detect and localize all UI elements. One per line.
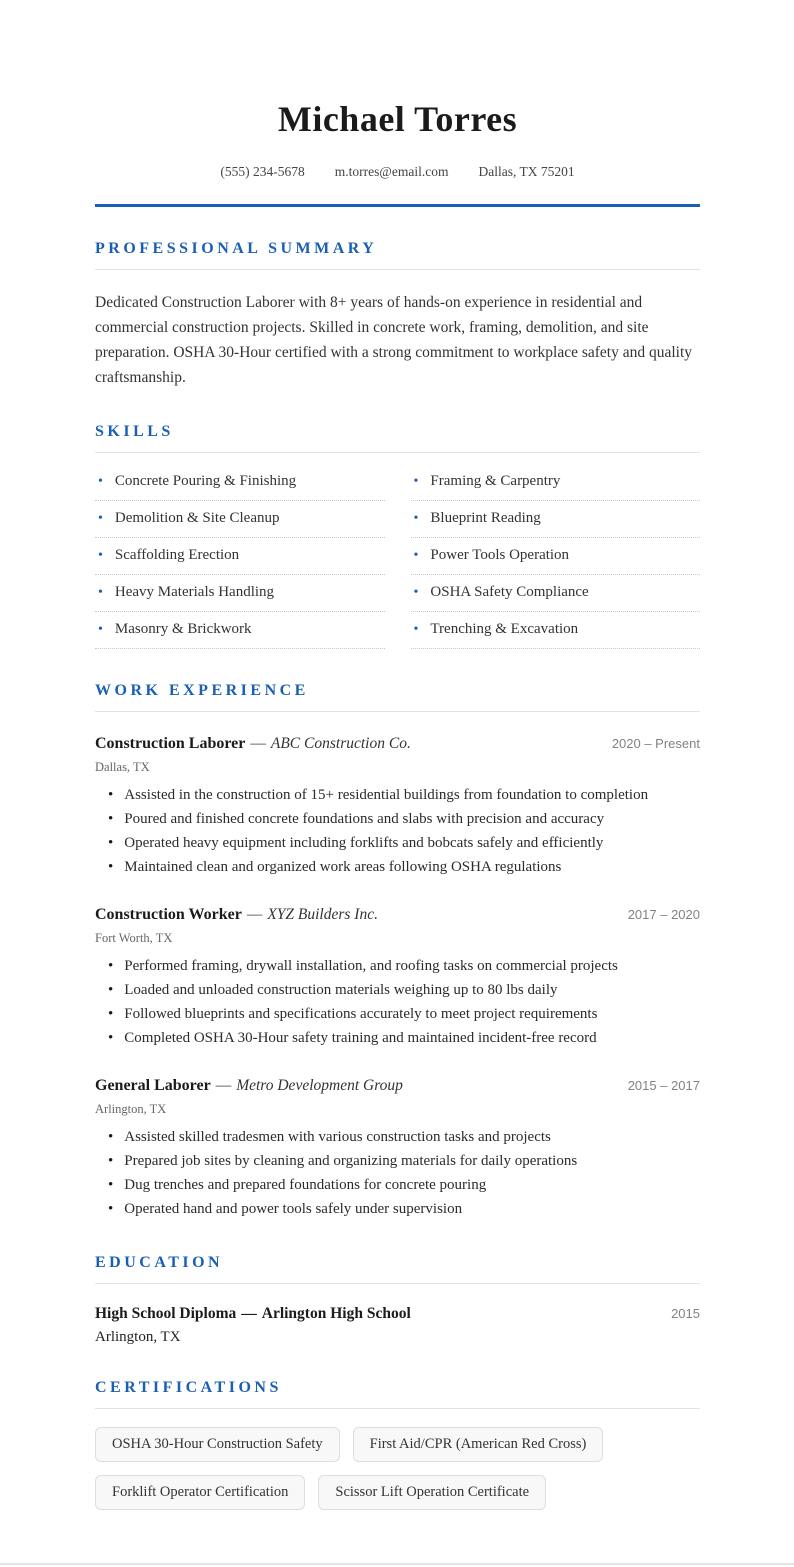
skill-item xyxy=(411,612,701,649)
bullet-icon: • xyxy=(108,1030,114,1046)
bullet-icon: • xyxy=(98,585,103,600)
bullet-icon: • xyxy=(108,787,114,803)
skill-item xyxy=(95,612,385,649)
skill-label: Trenching & Excavation xyxy=(430,621,579,637)
job-bullet-text: Performed framing, drywall installation, and roofing tasks on commercial projects xyxy=(124,958,618,974)
job-dates: 2017 – 2020 xyxy=(627,907,700,922)
em-dash: — xyxy=(215,1077,232,1094)
skill-item xyxy=(411,501,701,538)
bullet-icon: • xyxy=(98,622,103,637)
job-location: Dallas, TX xyxy=(95,760,150,774)
job-bullet-text: Assisted in the construction of 15+ residential buildings from foundation to completion xyxy=(124,787,649,803)
job-bullet-item xyxy=(95,855,700,879)
skill-item xyxy=(95,501,385,538)
em-dash: — xyxy=(246,906,263,923)
skill-label: Scaffolding Erection xyxy=(114,547,240,563)
job-bullet-text: Followed blueprints and specifications accurately to meet project requirements xyxy=(124,1006,598,1022)
education-location: Arlington, TX xyxy=(95,1329,181,1345)
certification-list xyxy=(95,1427,700,1510)
job-header xyxy=(95,906,700,924)
skill-label: Concrete Pouring & Finishing xyxy=(114,473,297,489)
job-bullet-item xyxy=(95,831,700,855)
skill-item xyxy=(95,538,385,575)
certification-badge: Scissor Lift Operation Certificate xyxy=(318,1475,546,1510)
job-bullet-text: Assisted skilled tradesmen with various construction tasks and projects xyxy=(124,1129,551,1145)
certifications-heading: CERTIFICATIONS xyxy=(95,1379,700,1409)
summary-heading: PROFESSIONAL SUMMARY xyxy=(95,240,700,270)
job-header xyxy=(95,735,700,753)
job-bullet-list xyxy=(95,1125,700,1221)
skill-item xyxy=(95,575,385,612)
job-entry xyxy=(95,1077,700,1221)
skill-item xyxy=(411,538,701,575)
section-professional-summary xyxy=(95,240,700,390)
bullet-icon: • xyxy=(108,958,114,974)
job-bullet-text: Prepared job sites by cleaning and organizing materials for daily operations xyxy=(124,1153,578,1169)
job-bullet-item xyxy=(95,807,700,831)
section-work-experience xyxy=(95,682,700,1221)
skill-label: Power Tools Operation xyxy=(430,547,570,563)
job-bullet-list xyxy=(95,954,700,1050)
job-title: General Laborer xyxy=(95,1077,211,1094)
skill-item xyxy=(411,575,701,612)
education-school: Arlington High School xyxy=(261,1305,411,1322)
skill-label: Masonry & Brickwork xyxy=(114,621,252,637)
job-title: Construction Worker xyxy=(95,906,242,923)
job-title-line xyxy=(95,1077,403,1095)
job-bullet-item xyxy=(95,1149,700,1173)
job-entry xyxy=(95,906,700,1050)
contact-row xyxy=(95,164,700,180)
job-company: XYZ Builders Inc. xyxy=(267,906,378,923)
job-bullet-item xyxy=(95,1197,700,1221)
education-dates: 2015 xyxy=(671,1306,700,1321)
skill-label: Demolition & Site Cleanup xyxy=(114,510,280,526)
bullet-icon: • xyxy=(108,1201,114,1217)
job-bullet-list xyxy=(95,783,700,879)
job-location: Fort Worth, TX xyxy=(95,931,173,945)
bullet-icon: • xyxy=(108,1129,114,1145)
bullet-icon: • xyxy=(108,1006,114,1022)
job-dates: 2020 – Present xyxy=(611,736,700,751)
job-bullet-item xyxy=(95,1002,700,1026)
job-bullet-item xyxy=(95,1125,700,1149)
job-header xyxy=(95,1077,700,1095)
resume-name: Michael Torres xyxy=(277,99,518,139)
bullet-icon: • xyxy=(108,1153,114,1169)
contact-phone: (555) 234-5678 xyxy=(220,164,305,179)
job-bullet-item xyxy=(95,1173,700,1197)
job-bullet-text: Poured and finished concrete foundations and slabs with precision and accuracy xyxy=(124,811,605,827)
bullet-icon: • xyxy=(98,474,103,489)
section-education xyxy=(95,1254,700,1346)
bullet-icon: • xyxy=(108,1177,114,1193)
job-title-line xyxy=(95,906,378,924)
skill-label: OSHA Safety Compliance xyxy=(430,584,589,600)
em-dash: — xyxy=(241,1305,257,1322)
skills-grid xyxy=(95,464,700,649)
certification-badge: First Aid/CPR (American Red Cross) xyxy=(353,1427,604,1462)
bullet-icon: • xyxy=(108,811,114,827)
bullet-icon: • xyxy=(413,622,419,637)
job-bullet-item xyxy=(95,978,700,1002)
bullet-icon: • xyxy=(413,585,419,600)
skill-label: Heavy Materials Handling xyxy=(114,584,275,600)
certification-badge: OSHA 30-Hour Construction Safety xyxy=(95,1427,340,1462)
job-bullet-text: Operated heavy equipment including forklifts and bobcats safely and efficiently xyxy=(124,835,604,851)
bullet-icon: • xyxy=(108,982,114,998)
skills-heading: SKILLS xyxy=(95,423,700,453)
header-accent-rule xyxy=(95,204,700,207)
job-bullet-item xyxy=(95,783,700,807)
bullet-icon: • xyxy=(98,511,103,526)
em-dash: — xyxy=(250,735,266,752)
bullet-icon: • xyxy=(413,474,419,489)
skill-label: Framing & Carpentry xyxy=(430,473,561,489)
job-title-line xyxy=(95,735,411,753)
section-skills xyxy=(95,423,700,649)
bullet-icon: • xyxy=(98,548,103,563)
contact-email: m.torres@email.com xyxy=(334,164,449,179)
certification-badge: Forklift Operator Certification xyxy=(95,1475,305,1510)
page-bottom-divider xyxy=(0,1563,794,1565)
job-bullet-text: Operated hand and power tools safely under supervision xyxy=(124,1201,463,1217)
skills-column-right xyxy=(411,464,701,649)
job-location: Arlington, TX xyxy=(95,1102,167,1116)
job-bullet-text: Loaded and unloaded construction materials weighing up to 80 lbs daily xyxy=(124,982,558,998)
section-certifications xyxy=(95,1379,700,1510)
bullet-icon: • xyxy=(413,511,419,526)
education-title-line xyxy=(95,1305,411,1323)
skill-item xyxy=(95,464,385,501)
job-entry xyxy=(95,735,700,879)
contact-location: Dallas, TX 75201 xyxy=(478,164,575,179)
education-degree: High School Diploma xyxy=(95,1305,237,1322)
job-bullet-item xyxy=(95,1026,700,1050)
skill-label: Blueprint Reading xyxy=(430,510,541,526)
bullet-icon: • xyxy=(413,548,419,563)
experience-heading: WORK EXPERIENCE xyxy=(95,682,700,712)
skills-column-left xyxy=(95,464,385,649)
job-company: ABC Construction Co. xyxy=(270,735,411,752)
education-header xyxy=(95,1305,700,1323)
job-bullet-text: Completed OSHA 30-Hour safety training and maintained incident-free record xyxy=(124,1030,597,1046)
job-bullet-text: Maintained clean and organized work areas following OSHA regulations xyxy=(124,859,562,875)
job-bullet-item xyxy=(95,954,700,978)
skill-item xyxy=(411,464,701,501)
education-entry xyxy=(95,1305,700,1346)
job-bullet-text: Dug trenches and prepared foundations for concrete pouring xyxy=(124,1177,487,1193)
bullet-icon: • xyxy=(108,835,114,851)
resume-header xyxy=(95,98,700,207)
education-heading: EDUCATION xyxy=(95,1254,700,1284)
job-company: Metro Development Group xyxy=(236,1077,403,1094)
summary-text: Dedicated Construction Laborer with 8+ years of hands-on experience in residential and commercial construction projects. Skilled in concrete work, framing, demolition, and site preparation. OSHA 30-Hour certified with a strong commitment to workplace safety and quality craftsmanship. xyxy=(95,294,693,386)
job-title: Construction Laborer xyxy=(95,735,246,752)
bullet-icon: • xyxy=(108,859,114,875)
job-dates: 2015 – 2017 xyxy=(627,1078,700,1093)
